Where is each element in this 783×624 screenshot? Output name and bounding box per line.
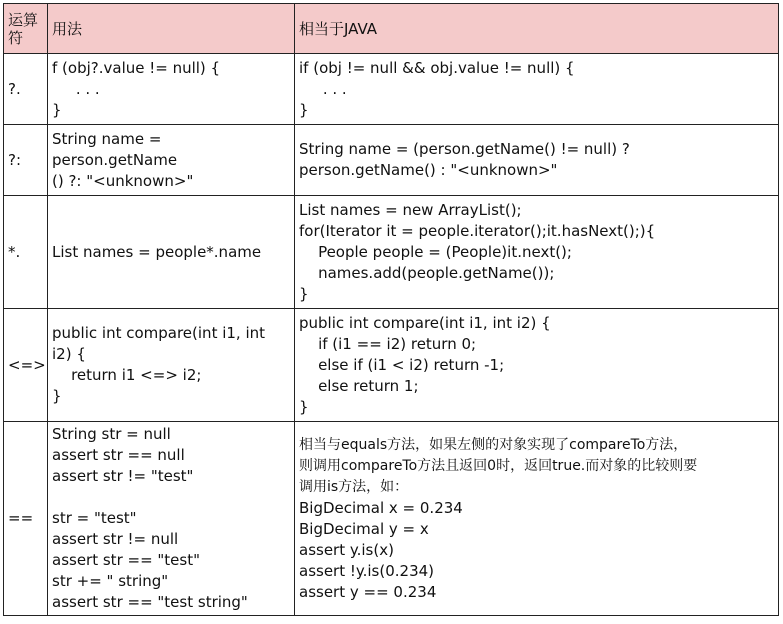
java-line: BigDecimal x = 0.234	[299, 498, 463, 517]
header-operator	[4, 4, 48, 54]
usage-line: () ?: "<unknown>"	[52, 171, 194, 190]
usage-line: assert str != null	[52, 530, 179, 548]
java-line: }	[299, 284, 309, 303]
header-java-text: 相当于JAVA	[299, 19, 378, 38]
operator-table	[3, 3, 779, 616]
operator-text: *.	[8, 242, 21, 261]
usage-line: assert str != "test"	[52, 467, 194, 485]
java-line: public int compare(int i1, int i2) {	[299, 313, 551, 332]
operator-cell	[4, 125, 48, 196]
java-cell	[295, 422, 779, 616]
usage-line: String name =	[52, 129, 162, 148]
usage-line: assert str == null	[52, 446, 185, 464]
operator-cell	[4, 309, 48, 422]
usage-line: return i1 <=> i2;	[52, 366, 202, 384]
header-java	[295, 4, 779, 54]
operator-text: ?:	[8, 150, 22, 169]
operator-text: ==	[8, 509, 34, 527]
usage-line: person.getName	[52, 150, 178, 169]
usage-cell	[48, 196, 295, 309]
java-line: else if (i1 < i2) return -1;	[299, 355, 505, 374]
header-usage-text: 用法	[52, 19, 83, 38]
header-operator-text: 运算 符	[8, 10, 39, 47]
usage-line: str = "test"	[52, 509, 137, 527]
operator-cell	[4, 54, 48, 125]
java-description-line: 则调用compareTo方法且返回0时，返回true.而对象的比较则要	[299, 457, 698, 474]
usage-line: i2) {	[52, 345, 86, 363]
header-usage	[48, 4, 295, 54]
usage-cell	[48, 54, 295, 125]
usage-line: . . .	[52, 79, 100, 98]
java-line: People people = (People)it.next();	[299, 242, 572, 261]
table-row	[4, 125, 779, 196]
usage-line: assert str == "test string"	[52, 593, 248, 611]
java-line: names.add(people.getName());	[299, 263, 555, 282]
usage-line: assert str == "test"	[52, 551, 201, 569]
java-cell	[295, 54, 779, 125]
operator-cell	[4, 196, 48, 309]
java-line: BigDecimal y = x	[299, 519, 429, 538]
usage-line: }	[52, 100, 62, 119]
java-cell	[295, 125, 779, 196]
usage-cell	[48, 309, 295, 422]
usage-line: public int compare(int i1, int	[52, 324, 266, 342]
java-line: if (obj != null && obj.value != null) {	[299, 58, 575, 77]
java-line: assert y == 0.234	[299, 582, 437, 601]
usage-line: List names = people*.name	[52, 242, 262, 261]
java-line: else return 1;	[299, 376, 419, 395]
java-line: assert !y.is(0.234)	[299, 561, 435, 580]
java-line: if (i1 == i2) return 0;	[299, 334, 477, 353]
java-cell	[295, 309, 779, 422]
usage-line: String str = null	[52, 425, 171, 443]
usage-cell	[48, 125, 295, 196]
table-row	[4, 309, 779, 422]
java-line: for(Iterator it = people.iterator();it.hasNext();){	[299, 221, 656, 240]
table-row	[4, 196, 779, 309]
usage-line-blank	[52, 487, 290, 508]
operator-text: ?.	[8, 79, 21, 98]
java-line: String name = (person.getName() != null) ?	[299, 140, 630, 158]
table-row	[4, 422, 779, 616]
table-row	[4, 54, 779, 125]
operator-text: <=>	[8, 355, 46, 374]
header-row	[4, 4, 779, 54]
java-description-line: 调用is方法，如：	[299, 478, 409, 495]
java-cell	[295, 196, 779, 309]
operator-cell	[4, 422, 48, 616]
java-line: List names = new ArrayList();	[299, 200, 522, 219]
usage-line: str += " string"	[52, 572, 169, 590]
java-description-line: 相当与equals方法，如果左侧的对象实现了compareTo方法，	[299, 436, 688, 453]
usage-cell	[48, 422, 295, 616]
usage-line: }	[52, 387, 62, 405]
java-line: }	[299, 397, 309, 416]
java-line: . . .	[299, 79, 347, 98]
java-line: person.getName() : "<unknown>"	[299, 161, 558, 179]
usage-line: f (obj?.value != null) {	[52, 58, 221, 77]
java-line: assert y.is(x)	[299, 540, 394, 559]
java-line: }	[299, 100, 309, 119]
